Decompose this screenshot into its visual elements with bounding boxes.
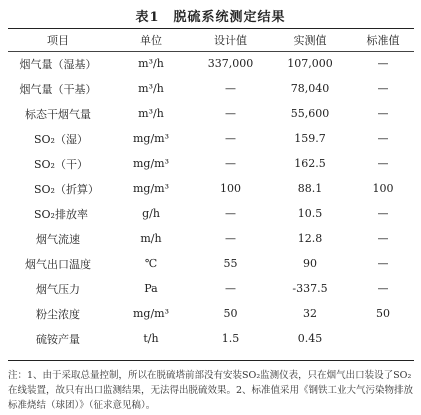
row-unit: mg/m³	[132, 157, 170, 170]
row-item: 烟气量（湿基）	[19, 57, 97, 71]
row-standard-value: —	[377, 82, 389, 95]
row-measured-value: 88.1	[297, 182, 323, 195]
table-row	[8, 176, 414, 201]
row-standard-value: —	[377, 107, 389, 120]
row-measured-value: 162.5	[294, 157, 326, 170]
row-standard-value: —	[377, 257, 389, 270]
header-standard-value: 标准值	[366, 33, 400, 47]
header-measured-value: 实测值	[293, 33, 327, 47]
row-unit: m³/h	[138, 107, 164, 120]
row-design-value: 337,000	[207, 57, 254, 70]
header-design-value: 设计值	[214, 33, 247, 47]
table-row	[8, 76, 414, 101]
row-design-value: —	[225, 282, 236, 295]
table-row	[8, 276, 414, 301]
row-design-value: —	[225, 232, 236, 245]
row-item: 烟气压力	[36, 282, 80, 296]
row-standard-value: —	[377, 282, 389, 295]
header-item: 项目	[47, 33, 69, 47]
row-item: 粉尘浓度	[36, 307, 80, 321]
table-row	[8, 126, 414, 151]
row-design-value: 1.5	[221, 332, 240, 345]
row-standard-value: 50	[376, 307, 390, 320]
row-measured-value: 55,600	[290, 107, 330, 120]
row-standard-value: —	[377, 57, 389, 70]
table-row	[8, 151, 414, 176]
row-design-value: —	[225, 107, 236, 120]
bottom-rule	[8, 360, 414, 361]
row-unit: t/h	[143, 332, 159, 345]
row-unit: g/h	[142, 207, 160, 220]
row-item: 烟气出口温度	[25, 257, 91, 271]
row-item: SO₂排放率	[34, 207, 88, 221]
row-design-value: —	[225, 207, 236, 220]
row-unit: m³/h	[138, 82, 164, 95]
table-row	[8, 201, 414, 226]
row-design-value: 100	[220, 182, 241, 195]
row-measured-value: 32	[303, 307, 317, 320]
row-item: SO₂（湿）	[34, 132, 88, 146]
row-design-value: —	[225, 82, 236, 95]
row-unit: mg/m³	[132, 182, 170, 195]
row-measured-value: 10.5	[297, 207, 323, 220]
row-design-value: —	[225, 132, 236, 145]
row-measured-value: 159.7	[294, 132, 326, 145]
table-row	[8, 226, 414, 251]
row-item: 烟气量（干基）	[19, 82, 97, 96]
row-unit: ℃	[144, 257, 158, 270]
row-unit: m/h	[140, 232, 162, 245]
row-item: 硫铵产量	[36, 332, 80, 346]
table-row	[8, 301, 414, 326]
header-unit: 单位	[140, 33, 162, 47]
row-unit: mg/m³	[132, 307, 170, 320]
results-table	[8, 28, 414, 351]
row-measured-value: 107,000	[287, 57, 333, 70]
table-row	[8, 101, 414, 126]
row-item: 标态干烟气量	[25, 107, 91, 121]
row-measured-value: -337.5	[292, 282, 328, 295]
row-unit: mg/m³	[132, 132, 170, 145]
row-unit: m³/h	[138, 57, 164, 70]
table-row	[8, 251, 414, 276]
row-item: SO₂（折算）	[34, 182, 99, 196]
table-header-row	[8, 28, 414, 51]
table-footnote: 注：1、由于采取总量控制，所以在脱硫塔前部没有安装SO₂监测仪表，只在烟气出口装设了SO₂在线装置，故只有出口监测结果，无法得出脱硫效果。2、标准值采用《钢铁工业大气污染物排放标准烧结（球团）》（征求意见稿）。	[8, 370, 414, 411]
row-measured-value: 12.8	[297, 232, 323, 245]
row-measured-value: 78,040	[290, 82, 330, 95]
row-measured-value: 0.45	[297, 332, 323, 345]
table-row	[8, 326, 414, 351]
row-unit: Pa	[144, 282, 158, 295]
table-title: 表1 脱硫系统测定结果	[135, 10, 286, 25]
row-standard-value: 100	[372, 182, 394, 195]
table-row	[8, 51, 414, 76]
row-design-value: 55	[223, 257, 238, 270]
row-item: 烟气流速	[36, 232, 80, 246]
row-design-value: —	[225, 157, 236, 170]
row-standard-value: —	[377, 207, 389, 220]
row-design-value: 50	[223, 307, 238, 320]
row-item: SO₂（干）	[34, 157, 88, 171]
row-standard-value: —	[377, 157, 389, 170]
row-measured-value: 90	[303, 257, 317, 270]
row-standard-value: —	[377, 232, 389, 245]
row-standard-value	[352, 326, 414, 351]
row-standard-value: —	[377, 132, 389, 145]
